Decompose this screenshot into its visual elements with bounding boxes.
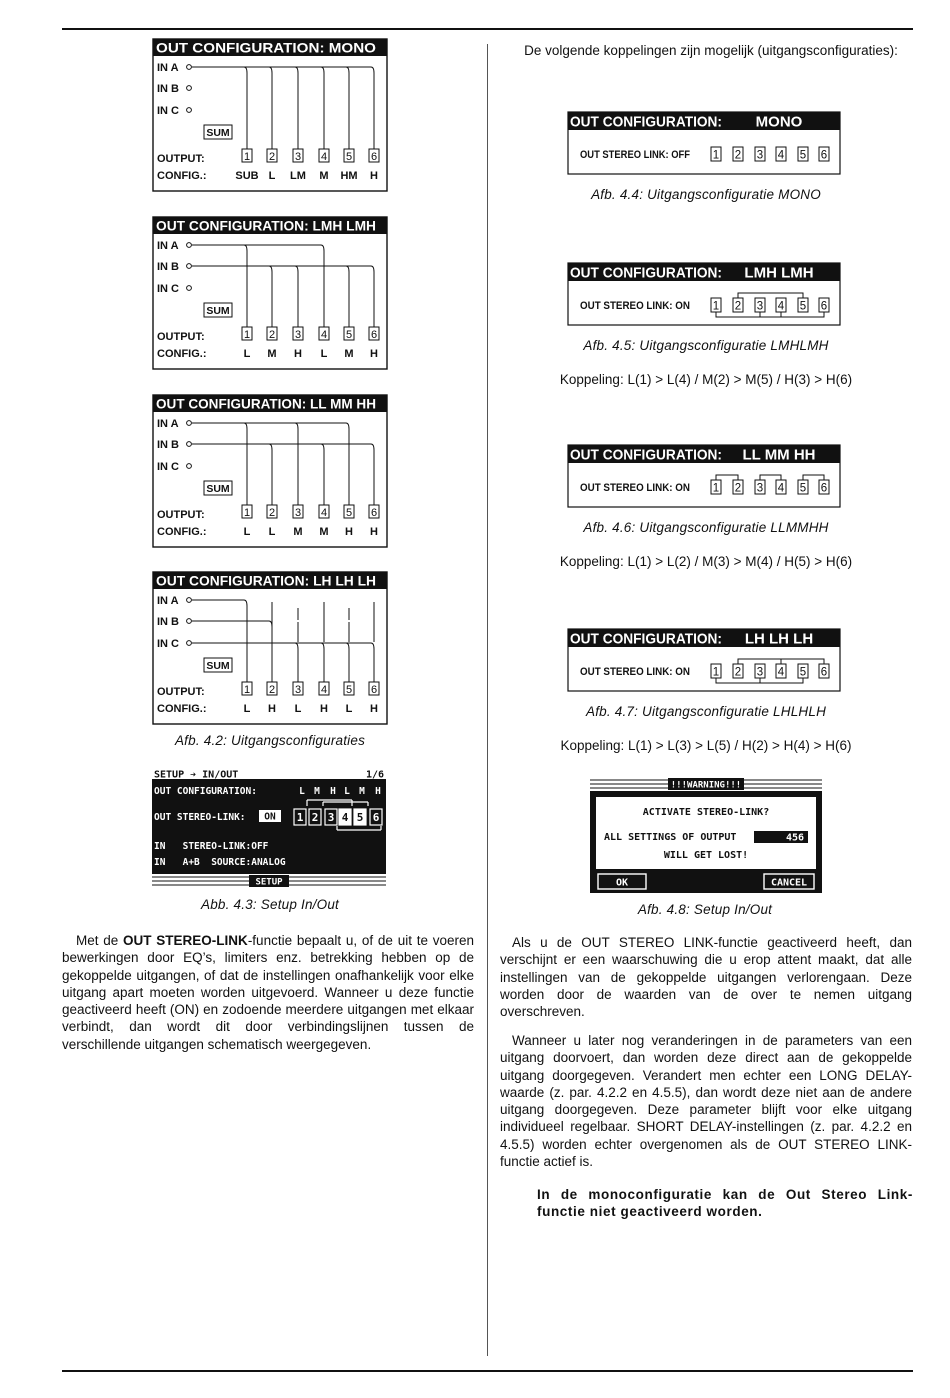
output-box-number: 4 xyxy=(777,300,785,313)
config-value: H xyxy=(370,348,378,360)
koppeling-line: Koppeling: L(1) > L(4) / M(2) > M(5) / H(3) > H(6) xyxy=(559,372,853,387)
output-number: 2 xyxy=(268,684,276,696)
lcd-header-left: SETUP ➔ IN/OUT xyxy=(154,769,239,781)
config-value: L xyxy=(320,348,328,360)
display-caption: Afb. 4.6: Uitgangsconfiguratie LLMMHH xyxy=(583,520,829,535)
warning-line-settings: ALL SETTINGS OF OUTPUT xyxy=(604,832,737,843)
lcd-output-box: 2 xyxy=(311,811,319,824)
display-title: OUT CONFIGURATION: xyxy=(570,264,722,282)
bottom-rule xyxy=(62,1370,913,1372)
output-box-number: 6 xyxy=(820,149,828,162)
display-caption: Afb. 4.5: Uitgangsconfiguratie LMHLMH xyxy=(583,338,829,353)
output-box-number: 4 xyxy=(777,482,785,495)
config-value: M xyxy=(319,526,329,538)
warning-header: !!!WARNING!!! xyxy=(670,780,742,791)
output-label: OUTPUT: xyxy=(157,153,205,165)
column-divider xyxy=(487,44,488,1356)
output-box-number: 1 xyxy=(712,300,720,313)
lcd-stereo-link-value: ON xyxy=(264,811,276,823)
koppeling-line: Koppeling: L(1) > L(3) > L(5) / H(2) > H(4) > H(6) xyxy=(560,738,852,753)
output-label: OUTPUT: xyxy=(157,331,205,343)
display-mode: LL MM HH xyxy=(742,446,816,464)
config-value: L xyxy=(294,703,302,715)
left-para-rest: -functie bepaalt u, of de uit te voeren bewerkingen door EQ’s, limiters enz. betrekking hebben op de gekoppelde uitgangen, of dat de instellingen onafhankelijk voor elke uitgang apart moeten worden uitgevoerd. Wanneer u deze functie geactiveerd heeft (ON) en zodoende meerdere uitgangen met elkaar verbindt, dan wordt dit door verbindingslijnen tussen de verschillende uitgangen schematisch weergegeven. xyxy=(62,933,475,1052)
out-config-display xyxy=(567,444,841,508)
figure-caption-4-3: Abb. 4.3: Setup In/Out xyxy=(201,897,339,912)
config-value: M xyxy=(319,170,329,182)
output-number: 1 xyxy=(243,329,251,341)
config-diagram xyxy=(152,216,388,370)
display-mode: LH LH LH xyxy=(744,630,814,648)
lcd-config-value: H xyxy=(330,786,336,797)
input-label-in_b: IN B xyxy=(157,261,179,273)
input-label-in_a: IN A xyxy=(157,62,179,74)
top-rule xyxy=(62,28,913,30)
output-box-number: 3 xyxy=(756,300,764,313)
output-label: OUTPUT: xyxy=(157,686,205,698)
input-label-in_c: IN C xyxy=(157,461,179,473)
config-label: CONFIG.: xyxy=(157,170,207,182)
diagram-title: OUT CONFIGURATION: MONO xyxy=(156,39,377,56)
output-number: 3 xyxy=(294,684,302,696)
left-body-paragraph xyxy=(62,932,474,1053)
config-value: L xyxy=(268,526,276,538)
output-box-number: 1 xyxy=(712,482,720,495)
lcd-config-value: H xyxy=(375,786,381,797)
config-value: L xyxy=(243,703,251,715)
lcd-config-value: L xyxy=(344,786,350,797)
sum-label: SUM xyxy=(206,483,230,495)
output-number: 6 xyxy=(370,684,378,696)
output-box-number: 2 xyxy=(734,300,742,313)
config-value: L xyxy=(268,170,276,182)
warning-cancel-button: CANCEL xyxy=(770,877,808,889)
display-title: OUT CONFIGURATION: xyxy=(570,630,722,648)
lcd-output-box: 6 xyxy=(372,811,380,824)
diagram-title: OUT CONFIGURATION: LL MM HH xyxy=(156,395,376,412)
output-number: 4 xyxy=(320,151,328,163)
config-value: H xyxy=(268,703,276,715)
diagram-title: OUT CONFIGURATION: LH LH LH xyxy=(156,572,376,589)
output-number: 2 xyxy=(268,151,276,163)
config-value: LM xyxy=(290,170,306,182)
stereo-link-status: OUT STEREO LINK: ON xyxy=(580,666,691,678)
output-box-number: 2 xyxy=(734,149,742,162)
figure-caption-4-2: Afb. 4.2: Uitgangsconfiguraties xyxy=(174,733,366,748)
input-label-in_b: IN B xyxy=(157,616,179,628)
output-number: 5 xyxy=(345,151,353,163)
config-label: CONFIG.: xyxy=(157,526,207,538)
input-label-in_c: IN C xyxy=(157,638,179,650)
diagram-title: OUT CONFIGURATION: LMH LMH xyxy=(156,217,376,234)
output-box-number: 4 xyxy=(777,666,785,679)
output-box-number: 1 xyxy=(712,666,720,679)
config-value: SUB xyxy=(235,170,259,182)
output-box-number: 3 xyxy=(756,666,764,679)
output-box-number: 5 xyxy=(799,149,807,162)
lcd-config-value: M xyxy=(359,786,365,797)
output-number: 6 xyxy=(370,507,378,519)
input-label-in_a: IN A xyxy=(157,418,179,430)
config-value: H xyxy=(370,170,378,182)
output-box-number: 5 xyxy=(799,666,807,679)
config-value: L xyxy=(243,348,251,360)
lcd-output-box: 3 xyxy=(327,811,335,824)
config-value: M xyxy=(344,348,354,360)
display-mode: MONO xyxy=(755,113,803,131)
output-number: 6 xyxy=(370,151,378,163)
output-label: OUTPUT: xyxy=(157,509,205,521)
stereo-link-status: OUT STEREO LINK: ON xyxy=(580,300,691,312)
output-number: 3 xyxy=(294,329,302,341)
config-value: H xyxy=(345,526,353,538)
output-box-number: 2 xyxy=(734,482,742,495)
sum-label: SUM xyxy=(206,305,230,317)
input-label-in_a: IN A xyxy=(157,240,179,252)
config-label: CONFIG.: xyxy=(157,703,207,715)
figure-caption-4-8: Afb. 4.8: Setup In/Out xyxy=(637,902,773,917)
output-box-number: 5 xyxy=(799,300,807,313)
display-caption: Afb. 4.7: Uitgangsconfiguratie LHLHLH xyxy=(585,704,827,719)
input-label-in_b: IN B xyxy=(157,83,179,95)
output-box-number: 5 xyxy=(799,482,807,495)
lcd-row-in-source: IN A+B SOURCE:ANALOG xyxy=(154,857,286,868)
lcd-row-out-configuration: OUT CONFIGURATION: xyxy=(154,786,257,797)
intro-line: De volgende koppelingen zijn mogelijk (uitgangsconfiguraties): xyxy=(524,43,898,58)
lcd-output-box: 4 xyxy=(341,811,349,824)
output-box-number: 6 xyxy=(820,666,828,679)
output-box-number: 3 xyxy=(756,482,764,495)
lcd-output-box: 5 xyxy=(356,811,364,824)
sum-label: SUM xyxy=(206,127,230,139)
sum-label: SUM xyxy=(206,660,230,672)
lcd-header-right: 1/6 xyxy=(365,769,384,781)
config-label: CONFIG.: xyxy=(157,348,207,360)
warning-output-value: 456 xyxy=(785,832,804,844)
output-number: 3 xyxy=(294,507,302,519)
left-para-bold: OUT STEREO-LINK xyxy=(123,933,248,948)
output-number: 6 xyxy=(370,329,378,341)
lcd-footer-setup: SETUP xyxy=(255,877,283,888)
output-number: 1 xyxy=(243,151,251,163)
out-config-display xyxy=(567,628,841,692)
config-value: L xyxy=(243,526,251,538)
koppeling-line: Koppeling: L(1) > L(2) / M(3) > M(4) / H(5) > H(6) xyxy=(559,554,853,569)
config-value: H xyxy=(294,348,302,360)
stereo-link-status: OUT STEREO LINK: OFF xyxy=(580,149,691,161)
output-number: 5 xyxy=(345,507,353,519)
right-bold-note: In de monoconfiguratie kan de Out Stereo Link-functie niet geactiveerd worden. xyxy=(537,1187,913,1220)
config-diagram xyxy=(152,38,388,192)
stereo-link-status: OUT STEREO LINK: ON xyxy=(580,482,691,494)
output-number: 3 xyxy=(294,151,302,163)
output-box-number: 4 xyxy=(777,149,785,162)
output-box-number: 6 xyxy=(820,300,828,313)
output-box-number: 2 xyxy=(734,666,742,679)
input-label-in_c: IN C xyxy=(157,283,179,295)
setup-lcd-display xyxy=(152,768,386,888)
display-title: OUT CONFIGURATION: xyxy=(570,113,722,131)
warning-lcd-display xyxy=(590,777,822,893)
lcd-config-value: L xyxy=(299,786,305,797)
input-label-in_c: IN C xyxy=(157,105,179,117)
lcd-row-out-stereo-link-label: OUT STEREO-LINK: xyxy=(154,812,246,823)
right-body-paragraph-1: Als u de OUT STEREO LINK-functie geactiveerd heeft, dan verschijnt er een waarschuwing die u erop attent maakt, dat alle instellingen van de gekoppelde uitgangen verlorengaan. Deze worden door de waarden van de over te nemen uitgang overschreven. xyxy=(500,935,912,1020)
config-value: L xyxy=(345,703,353,715)
display-mode: LMH LMH xyxy=(744,264,814,282)
display-title: OUT CONFIGURATION: xyxy=(570,446,722,464)
warning-line-lost: WILL GET LOST! xyxy=(663,850,749,861)
output-box-number: 6 xyxy=(820,482,828,495)
output-box-number: 1 xyxy=(712,149,720,162)
display-caption: Afb. 4.4: Uitgangsconfiguratie MONO xyxy=(591,187,821,202)
output-number: 1 xyxy=(243,507,251,519)
config-value: HM xyxy=(340,170,358,182)
output-number: 4 xyxy=(320,507,328,519)
output-box-number: 3 xyxy=(756,149,764,162)
output-number: 4 xyxy=(320,329,328,341)
output-number: 1 xyxy=(243,684,251,696)
lcd-output-box: 1 xyxy=(296,811,304,824)
config-value: M xyxy=(293,526,303,538)
lcd-row-in-stereo-link: IN STEREO-LINK:OFF xyxy=(154,841,269,852)
output-number: 5 xyxy=(345,684,353,696)
output-number: 2 xyxy=(268,507,276,519)
output-number: 5 xyxy=(345,329,353,341)
config-diagram xyxy=(152,394,388,548)
config-value: M xyxy=(267,348,277,360)
config-value: H xyxy=(320,703,328,715)
input-label-in_a: IN A xyxy=(157,595,179,607)
output-number: 2 xyxy=(268,329,276,341)
out-config-display xyxy=(567,262,841,326)
output-number: 4 xyxy=(320,684,328,696)
config-value: H xyxy=(370,526,378,538)
right-body-paragraph-2: Wanneer u later nog veranderingen in de parameters van een uitgang doorvoert, dan worden deze direct aan de gekoppelde uitgang doorgegeven. Verandert men echter een LONG DELAY-waarde (z. par. 4.2.2 en 4.5.5), dan wordt deze niet aan de andere uitgang doorgegeven. Deze parameter blijft voor elke uitgang individueel regelbaar. SHORT DELAY-instellingen (z. par. 4.2.2 en 4.5.5) worden echter overgenomen als de OUT STEREO LINK-functie actief is. xyxy=(500,1033,912,1170)
input-label-in_b: IN B xyxy=(157,439,179,451)
warning-ok-button: OK xyxy=(615,877,629,889)
left-para-prefix: Met de xyxy=(76,933,124,948)
out-config-display xyxy=(567,111,841,175)
lcd-config-value: M xyxy=(314,786,320,797)
config-diagram xyxy=(152,571,388,725)
warning-line-activate: ACTIVATE STEREO-LINK? xyxy=(642,807,770,818)
config-value: H xyxy=(370,703,378,715)
